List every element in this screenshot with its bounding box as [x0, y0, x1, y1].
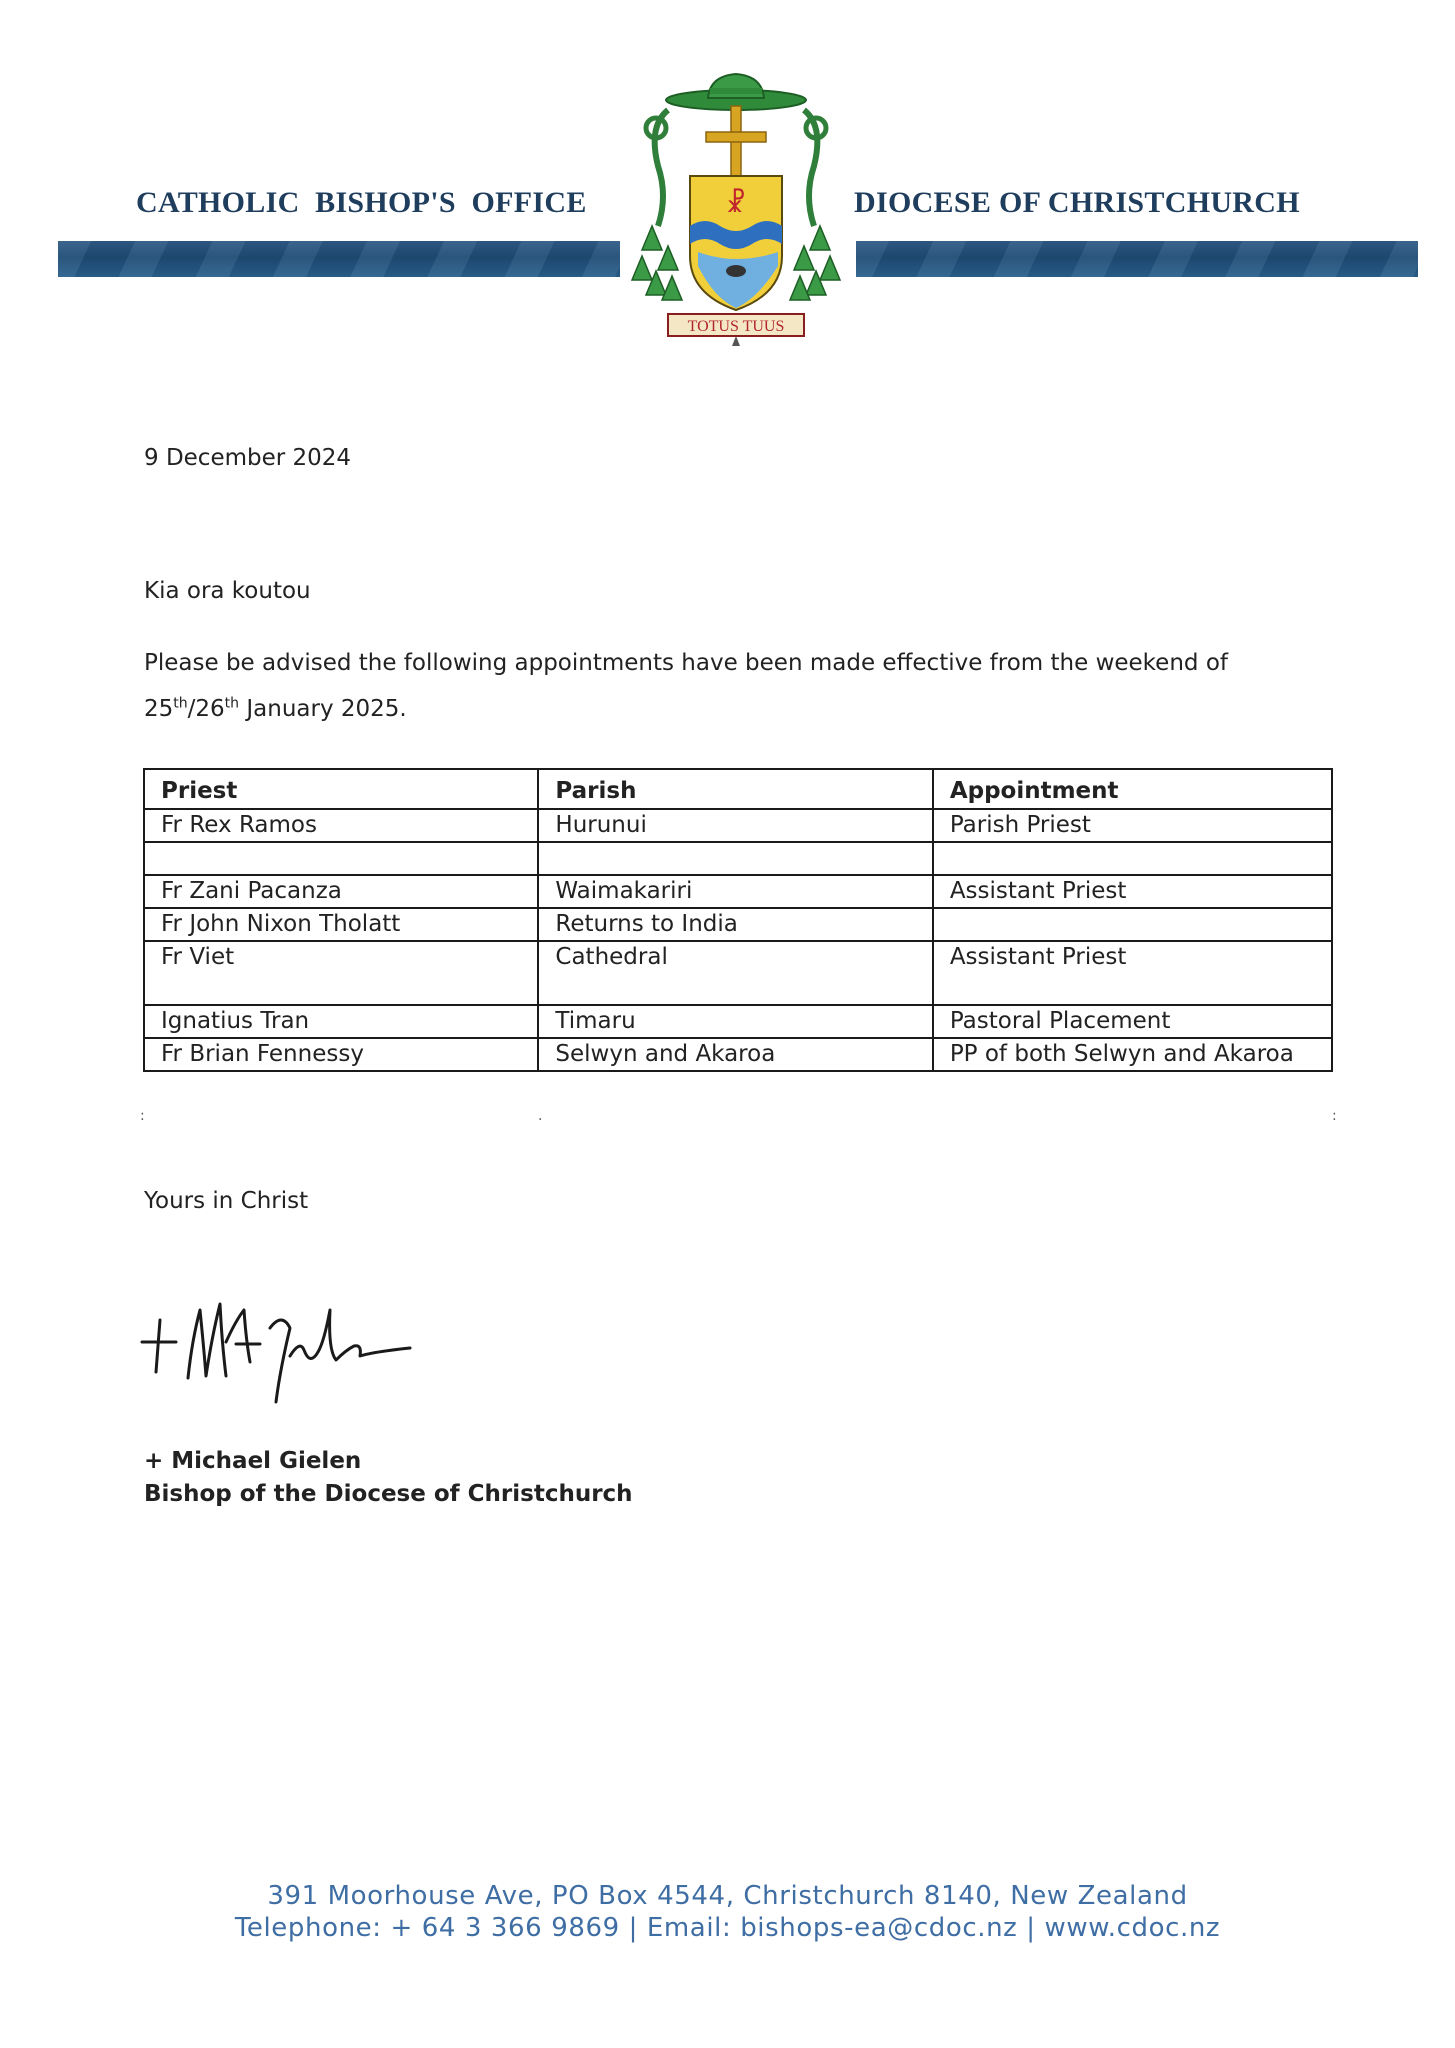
footer-address: 391 Moorhouse Ave, PO Box 4544, Christchurch 8140, New Zealand: [267, 1881, 1188, 1911]
effective-date: 25th/26th January 2025.: [144, 695, 407, 722]
table-row: [144, 875, 1332, 908]
cell-appointment: PP of both Selwyn and Akaroa: [933, 1038, 1332, 1071]
header-priest: Priest: [144, 769, 538, 809]
appointments-table: [143, 768, 1333, 1072]
cell-appointment: [933, 842, 1332, 875]
motto-text: TOTUS TUUS: [687, 318, 785, 335]
paragraph-line: Please be advised the following appointments have been made effective from the weekend of: [144, 650, 1228, 676]
header-appointment: Appointment: [933, 769, 1332, 809]
signatory-title: Bishop of the Diocese of Christchurch: [144, 1481, 633, 1507]
letterhead-right-title: DIOCESE OF CHRISTCHURCH: [854, 186, 1300, 219]
coat-of-arms-logo: [628, 66, 844, 350]
stray-mark: :: [140, 1108, 145, 1124]
cell-parish: [538, 842, 932, 875]
signatory-block: [144, 1445, 633, 1511]
letter-date: 9 December 2024: [144, 445, 352, 471]
letterhead-band-left: [58, 241, 620, 277]
stray-mark: .: [538, 1108, 543, 1124]
cell-parish: Timaru: [538, 1005, 932, 1038]
cell-appointment: Pastoral Placement: [933, 1005, 1332, 1038]
letter-greeting: Kia ora koutou: [144, 578, 311, 604]
cell-parish: Returns to India: [538, 908, 932, 941]
cell-appointment: Assistant Priest: [933, 941, 1332, 1005]
cell-priest: Fr Rex Ramos: [144, 809, 538, 842]
svg-text:☧: ☧: [725, 189, 747, 219]
table-row: [144, 1005, 1332, 1038]
table-row: [144, 842, 1332, 875]
cell-parish: Waimakariri: [538, 875, 932, 908]
cell-priest: Fr Viet: [144, 941, 538, 1005]
cell-priest: Fr John Nixon Tholatt: [144, 908, 538, 941]
letterhead-band-right: [856, 241, 1418, 277]
footer-contact: Telephone: + 64 3 366 9869 | Email: bishops-ea@cdoc.nz | www.cdoc.nz: [234, 1913, 1221, 1943]
cell-parish: Selwyn and Akaroa: [538, 1038, 932, 1071]
cell-parish: Cathedral: [538, 941, 932, 1005]
cell-parish: Hurunui: [538, 809, 932, 842]
signature-image: [140, 1280, 420, 1410]
cell-priest: Fr Brian Fennessy: [144, 1038, 538, 1071]
cell-priest: Fr Zani Pacanza: [144, 875, 538, 908]
letter-closing: Yours in Christ: [144, 1188, 309, 1214]
signatory-name: + Michael Gielen: [144, 1448, 362, 1474]
cell-appointment: Parish Priest: [933, 809, 1332, 842]
table-row: [144, 1038, 1332, 1071]
cell-appointment: [933, 908, 1332, 941]
cell-priest: Ignatius Tran: [144, 1005, 538, 1038]
letterhead-left-title: CATHOLIC BISHOP'S OFFICE: [136, 186, 587, 219]
cell-priest: [144, 842, 538, 875]
table-row: [144, 908, 1332, 941]
table-header-row: [144, 769, 1332, 809]
header-parish: Parish: [538, 769, 932, 809]
table-row: [144, 941, 1332, 1005]
table-row: [144, 809, 1332, 842]
stray-mark: :: [1332, 1108, 1337, 1124]
cell-appointment: Assistant Priest: [933, 875, 1332, 908]
letter-paragraph: [144, 640, 1324, 732]
